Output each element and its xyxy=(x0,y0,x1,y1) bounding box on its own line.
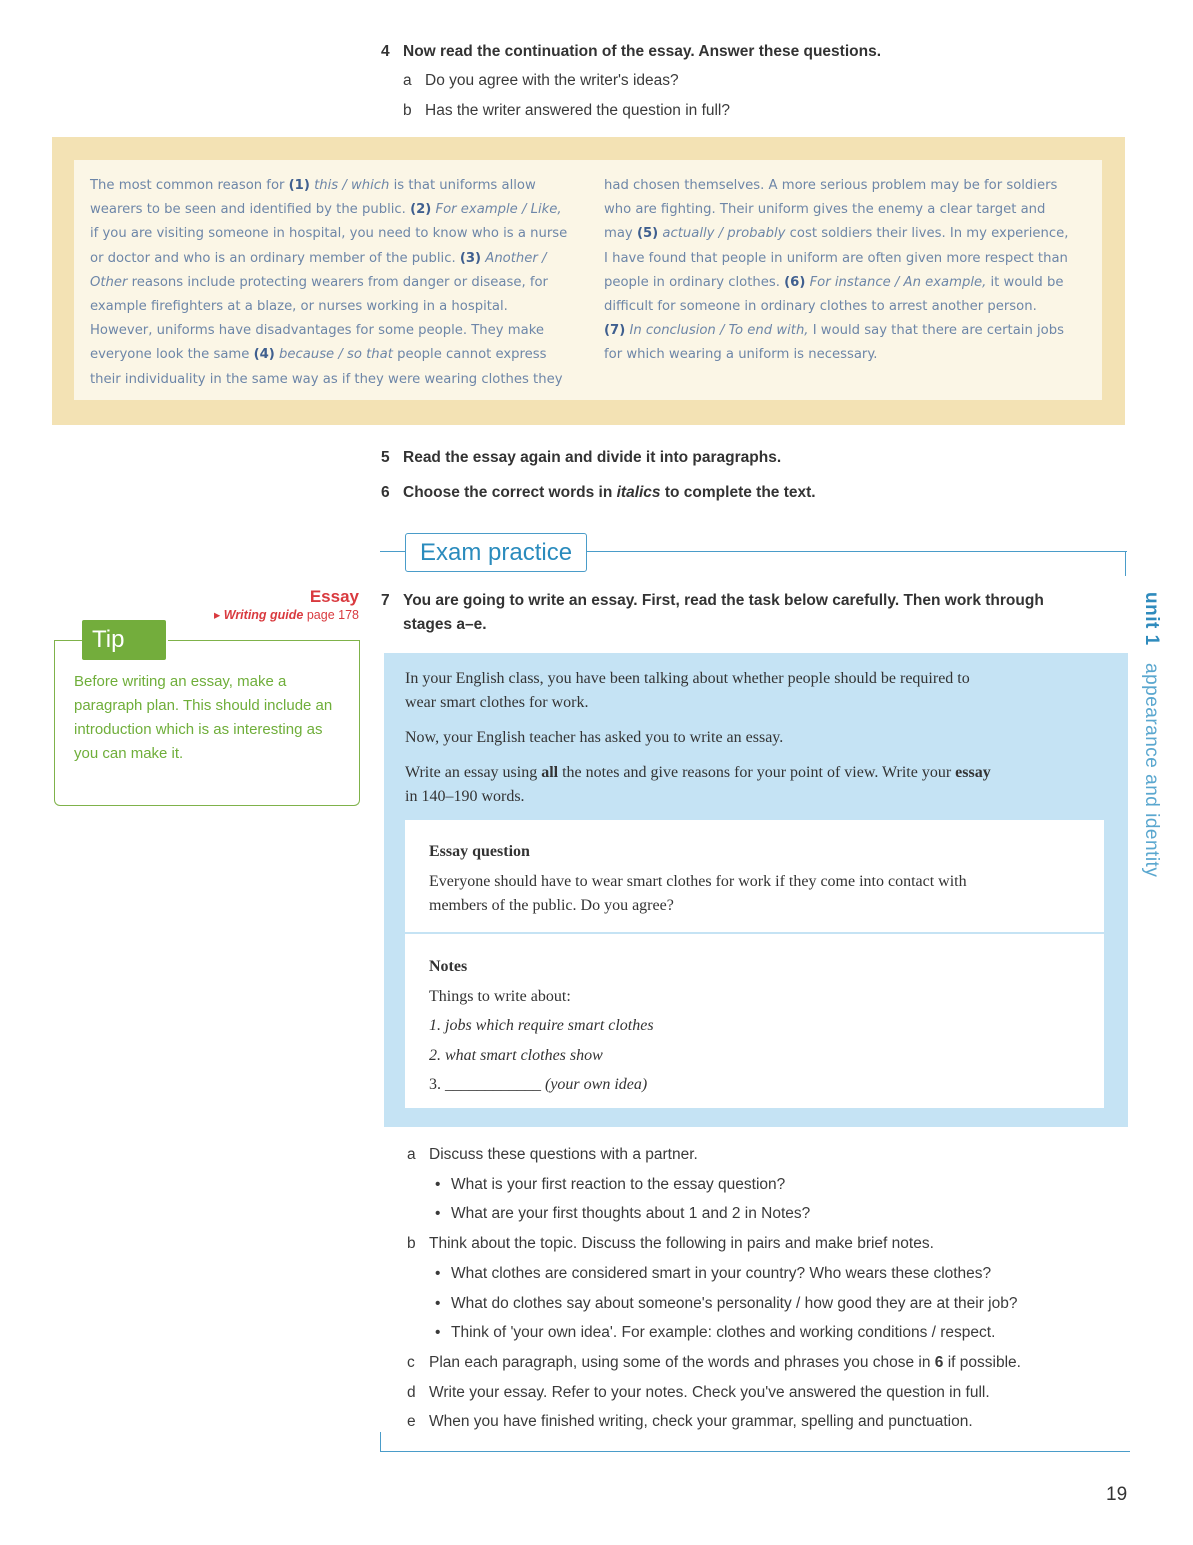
tip-box-top-border-left xyxy=(54,640,82,641)
bottom-rule-tick xyxy=(380,1432,381,1451)
essay-question-block: Essay question Everyone should have to wear smart clothes for work if they come into contact with members of the public. Do you agree? xyxy=(429,840,1089,918)
step-d: d Write your essay. Refer to your notes. Check you've answered the question in full. xyxy=(407,1383,990,1401)
unit-side-label: unit 1 appearance and identity xyxy=(1141,592,1162,878)
tip-box-top-border xyxy=(168,640,359,641)
step-b: b Think about the topic. Discuss the following in pairs and make brief notes. xyxy=(407,1235,934,1253)
q7-heading: 7 You are going to write an essay. First, read the task below carefully. Then work through stages a–e. xyxy=(381,592,1044,633)
notes-block: Notes Things to write about: 1. jobs which require smart clothes 2. what smart clothes show 3. ____________ (your own idea) xyxy=(429,952,1089,1100)
bottom-rule xyxy=(380,1451,1130,1452)
step-a-bullet-2: • What are your first thoughts about 1 and 2 in Notes? xyxy=(429,1199,1137,1229)
step-b-bullet-3: • Think of 'your own idea'. For example: clothes and working conditions / respect. xyxy=(429,1318,1137,1348)
q6-heading: 6 Choose the correct words in italics to complete the text. xyxy=(381,484,816,501)
stages-list xyxy=(407,1140,1137,1437)
task-instructions: In your English class, you have been talking about whether people should be required to wear smart clothes for work. Now, your English teacher has asked you to write an essay. Write an essay using all the notes and give reasons for your point of view. Write your essay in 140–190 words. xyxy=(405,670,991,805)
essay-writing-guide-link[interactable] xyxy=(214,587,359,622)
step-b-bullet-2: • What do clothes say about someone's personality / how good they are at their job? xyxy=(429,1289,1137,1319)
writing-guide-ref: ▸ Writing guide page 178 xyxy=(214,608,359,622)
notes-title: Notes xyxy=(429,958,468,975)
essay-question-title: Essay question xyxy=(429,843,530,860)
q4-heading: 4 Now read the continuation of the essay. Answer these questions. xyxy=(381,43,882,60)
page-number: 19 xyxy=(1106,1484,1128,1505)
step-b-bullet-1: • What clothes are considered smart in your country? Who wears these clothes? xyxy=(429,1259,1137,1289)
step-c: c Plan each paragraph, using some of the words and phrases you chose in 6 if possible. xyxy=(407,1353,1021,1371)
tip-text: Before writing an essay, make a paragraph plan. This should include an introduction which is as interesting as you can make it. xyxy=(74,673,333,762)
task-divider xyxy=(405,932,1104,934)
step-a-bullet-1: • What is your first reaction to the essay question? xyxy=(429,1170,1137,1200)
exam-practice-label: Exam practice xyxy=(405,533,587,572)
q4-item-b: b Has the writer answered the question in full? xyxy=(403,102,730,119)
essay-right-column: had chosen themselves. A more serious problem may be for soldiers who are fighting. Their uniform gives the enemy a clear target and may (5) actually / probably cost soldiers their lives. In my experience, I have found that people in uniform are often given more respect than people in ordinary clothes. (6) For instance / An example, it would be difficult for someone in ordinary clothes to arrest another person. (7) In conclusion / To end with, I would say that there are certain jobs for which wearing a uniform is necessary. xyxy=(604,178,1069,363)
q5-heading: 5 Read the essay again and divide it into paragraphs. xyxy=(381,449,782,466)
q4-item-a: a Do you agree with the writer's ideas? xyxy=(403,72,679,89)
step-a: a Discuss these questions with a partner. xyxy=(407,1146,698,1163)
essay-link-title: Essay xyxy=(309,587,359,606)
exam-practice-rule-end xyxy=(1125,551,1126,576)
essay-left-column: The most common reason for (1) this / which is that uniforms allow wearers to be seen and identified by the public. (2) For example / Like, if you are visiting someone in hospital, you need to know who is a nurse or doctor and who is an ordinary member of the public. (3) Another / Other reasons include protecting wearers from danger or disease, for example firefighters at a blaze, or nurses working in a hospital. However, uniforms have disadvantages for some people. They make everyone look the same (4) because / so that people cannot express their individuality in the same way as if they were wearing clothes they xyxy=(90,178,568,387)
step-e: e When you have finished writing, check your grammar, spelling and punctuation. xyxy=(407,1413,973,1431)
tip-label: Tip xyxy=(82,620,166,660)
